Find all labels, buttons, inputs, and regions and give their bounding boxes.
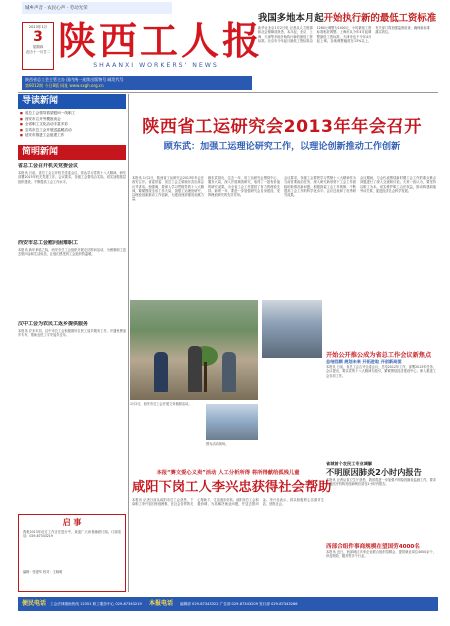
guide-header: 导读新闻 (18, 94, 126, 109)
right-story-2-body: 本报讯 记者从省卫生厅获悉，我省将进一步加强不明原因肺炎监测工作，要求各级医疗机构发现病例后须在2小时内报告。 (326, 478, 436, 487)
guide-item[interactable]: ■ 西安市召开劳模座谈会 (20, 117, 124, 123)
top-story[interactable] (258, 10, 437, 96)
photo-person (188, 346, 202, 392)
top-story-headline-highlight: 开始执行新的最低工资标准 (323, 13, 437, 24)
tertiary-photo (262, 300, 322, 358)
notice-box (18, 514, 126, 592)
brief-body: 本报讯 日前，省总工会召开机关党委会议，传达学习党的十八大精神，研究部署2013年机关党建工作。会议要求，各级工会要结合实际，切实加强基层组织建设，不断提高工会工作水平。 (18, 170, 126, 184)
secondary-caption: 图为活动现场。 (206, 442, 229, 446)
story3-title[interactable]: 汉中工会为农民工返乡提供服务 (18, 320, 89, 327)
main-headline-block[interactable] (132, 112, 432, 174)
newspaper-logo (58, 18, 264, 76)
date-line2: 星期四 (32, 45, 44, 49)
editor-line: 编辑：张建华 校对：王晓明 (23, 570, 63, 574)
bottom-story-kicker: 本报“赛文爱心义卖”活动 人工分析所得 将所得献给孤残儿童 (156, 470, 300, 476)
logo-title-zh: 陕西工人报 (58, 18, 264, 63)
main-photo (130, 300, 258, 400)
masthead (0, 0, 450, 92)
bottom-story-body: 本报讯 记者日前从咸阳市总工会获悉，下岗职工李兴忠因家庭困难，在社会各界的关心帮助下，生活逐步好转。咸阳市总工会积极协调，为其解决就业问题，并送去慰问金。李兴忠表示，将以积极的心态面对生活，回报社会。 (132, 498, 324, 507)
guide-item[interactable]: ■ 延安市推进工会组建工作 (20, 133, 124, 139)
main-col-4: 会议期间，与会代表围绕新时期工会工作的重点难点问题进行了深入交流和讨论。大家一致认为，要坚持以职工为本，切实维护职工合法权益，推动构建和谐劳动关系，促进经济社会科学发展。 (360, 176, 436, 193)
photo-person (222, 352, 236, 392)
bottom-bar-right-text: 编辑部 029-87343322 广告部 029-87343209 发行部 029-87343266 (180, 602, 298, 606)
secondary-photo (206, 404, 258, 440)
story2-body: 本报讯 新年来临之际，西安市总工会组织开展走访慰问活动，为困难职工送去慰问金和生活用品，让他们感受到工会组织的温暖。 (18, 247, 126, 257)
photo-tree-trunk (204, 362, 207, 392)
bottom-story[interactable] (132, 468, 332, 598)
right-story-3-body: 本报讯 近日，西部地区多家企业联合组织招聘会，提供就业岗位4000余个，涉及制造、服务等多个行业。 (326, 550, 436, 559)
right-story-1-title[interactable]: 开始公开推公成为省总工作会议新焦点 (326, 352, 432, 359)
story3-body: 本报讯 岁末年初，汉中市总工会积极做好农民工返乡服务工作，开通免费返乡专车，帮助农民工平安返乡过年。 (18, 328, 126, 338)
bottom-story-headline[interactable]: 咸阳下岗工人李兴忠获得社会帮助 (132, 480, 332, 495)
date-day: 3 (33, 29, 43, 45)
main-col-1: 本报讯 1月2日，陕西省工运研究会2013年年会在西安召开。省委常委、省总工会主席顾东武出席会议并讲话。他强调，要深入学习贯彻党的十八大精神，紧紧围绕全省工作大局，加强工运理论研究，以理论创新推动工作创新，为建设西部强省贡献力量。 (132, 176, 204, 202)
guide-item[interactable]: ■ 宝鸡市总工会开展送温暖活动 (20, 128, 124, 134)
column-divider (128, 94, 129, 592)
right-story-3-title[interactable]: 西部合组件事商规模在望国劳4000名 (326, 544, 420, 550)
notice-body: 我报2013年征订工作正在进行中，欢迎广大读者踊跃订阅。订阅电话：029-87343219 (23, 530, 121, 539)
bottom-bar-mid: 本报电话 (148, 600, 173, 607)
date-line1: 2013年1月 (28, 25, 48, 29)
date-line3: 农历十一月廿二 (25, 50, 51, 54)
right-story-2-kicker: 省城首个农民工专业调解 (326, 461, 373, 466)
main-col-2: 顾东武指出，过去一年，省工运研究会围绕中心、服务大局，深入开展调查研究，取得了一批有价值的研究成果，为全省工会工作提供了有力的理论支持。新的一年，要进一步加强研究会自身建设，发挥理论研究的先导作用。 (208, 176, 280, 198)
main-col-3: 会议要求，各级工会要把学习贯彻十八大精神作为当前首要政治任务，深入研究新形势下工会工作面临的新情况新问题，积极探索工会工作规律，不断提高工会工作的科学化水平。会议还表彰了优秀研究成果。 (284, 176, 356, 198)
bottom-bar (18, 597, 438, 611)
top-story-headline-prefix: 我国多地本月起 (258, 13, 324, 24)
right-story-1[interactable] (326, 350, 436, 596)
logo-title-en: SHAANXI WORKERS' NEWS (93, 62, 219, 69)
guide-list (18, 109, 126, 141)
left-column (18, 94, 126, 592)
notice-title: 启 事 (62, 518, 82, 527)
photo-person (154, 352, 168, 392)
story2-title[interactable]: 西安市总工会慰问困难职工 (18, 239, 79, 246)
guide-item[interactable]: ■ 全省职工文化活动丰富多彩 (20, 122, 124, 128)
right-story-1-subtitle: 总结回顾 规划未来 开拓进取 开创新局面 (326, 359, 402, 364)
right-story-1-body: 本报讯 日前，省总工会召开全委会议，总结2012年工作，部署2013年任务。会议提出，要以党的十八大精神为指引，紧紧围绕经济建设中心，深入推进工会各项工作。 (326, 365, 436, 378)
ribbon-row1: 陕西省总工会主管主办 国内统一连续出版物号 邮发代号 (25, 77, 124, 82)
masthead-ribbon (22, 76, 252, 90)
top-story-headline[interactable] (258, 10, 437, 24)
top-strip: 城乡声音 · 农民心声 · 劳动光荣 (22, 2, 172, 14)
bottom-bar-left-text: 工会法律援助热线 12351 职工服务中心 029-87343219 (50, 602, 142, 606)
right-story-2-title[interactable]: 不明原因肺炎2小时内报告 (326, 467, 422, 477)
top-story-body: 新华社北京1月2日电 记者从人力资源和社会保障部获悉，本月起，北京、上海、天津等多地开始执行新的最低工资标准。北京市今年起月最低工资标准由1260元调整为1400元，小时最低工资标准相应调整。上海市从今年4月起调整最低工资标准，天津市也于今年4月起上调。各地调整幅度在13%以上，有关部门将加强监督检查，确保新标准落实到位。 (258, 26, 430, 43)
photo-caption: 1月2日，西安市总工会开展义务植树活动。 (130, 402, 192, 406)
divider (18, 92, 438, 93)
brief-header: 简明新闻 (18, 145, 126, 160)
main-headline[interactable]: 陕西省工运研究会2013年年会召开 (142, 117, 422, 137)
brief-title[interactable]: 省总工会召开机关党委会议 (18, 162, 79, 169)
date-box (22, 22, 54, 70)
bottom-bar-label: 便民电话 (22, 600, 47, 607)
guide-item[interactable]: ■ 省总工会领导看望慰问一线职工 (20, 111, 124, 117)
ribbon-row2: 第6012期 今日8版 网址 www.sxgh.org.cn (25, 83, 104, 88)
main-subhead: 顾东武：加强工运理论研究工作，以理论创新推动工作创新 (163, 142, 401, 152)
